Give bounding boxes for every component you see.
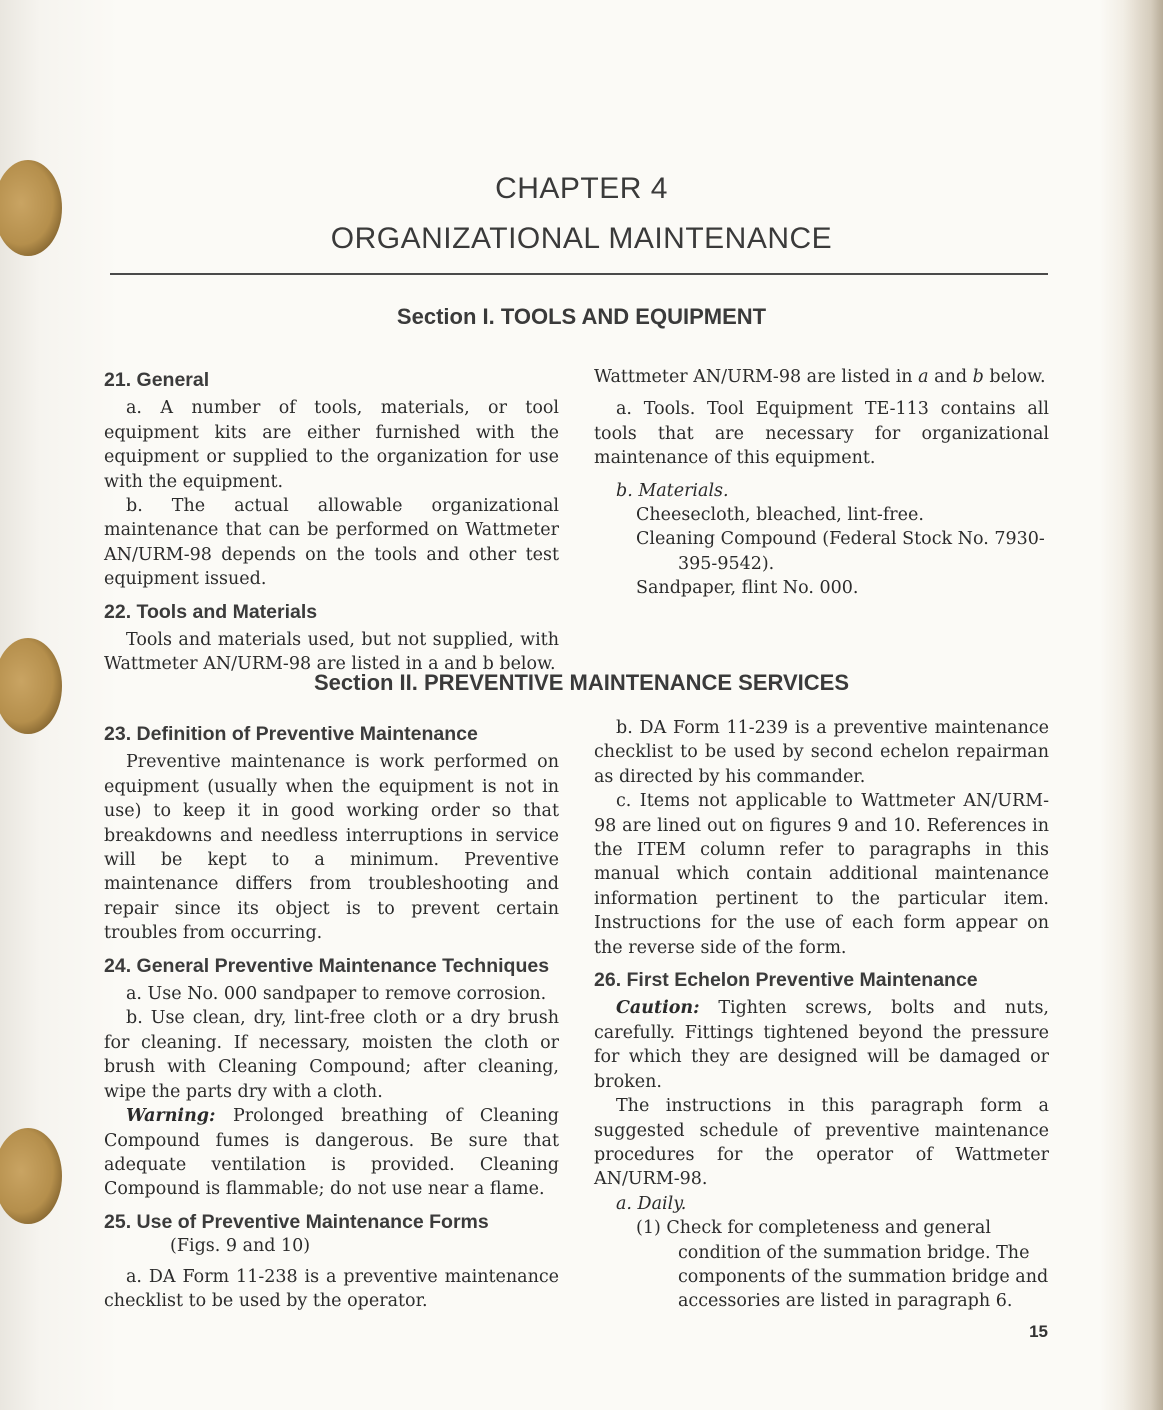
para-22-intro-continued: Wattmeter AN/URM-98 are listed in a and b below. (594, 367, 1046, 387)
section-1-right-column (594, 365, 1049, 601)
para-25-a: a. DA Form 11-238 is a preventive maintenance checklist to be used by the operator. (104, 1266, 559, 1311)
section-1-heading: Section I. TOOLS AND EQUIPMENT (396, 304, 767, 329)
material-item: Sandpaper, flint No. 000. (636, 578, 859, 599)
warning-label: Warning: (126, 1106, 216, 1127)
para-22-b-label: b. Materials. (616, 480, 729, 501)
para-24-a: a. Use No. 000 sandpaper to remove corrosion. (126, 984, 547, 1005)
chapter-title: ORGANIZATIONAL MAINTENANCE (330, 222, 833, 255)
caution-text: Tighten screws, bolts and nuts, carefully. Fittings tightened beyond the pressure for which they are designed will be damaged or broken. (594, 998, 1049, 1092)
para-24-warning (104, 1104, 559, 1202)
warning-text: Prolonged breathing of Cleaning Compound fumes is dangerous. Be sure that adequate ventilation is provided. Cleaning Compound is flammable; do not use near a flame. (104, 1106, 559, 1200)
para-22-heading: 22. Tools and Materials (104, 600, 318, 623)
para-22-a: a. Tools. Tool Equipment TE-113 contains all tools that are necessary for organizational maintenance of this equipment. (594, 399, 1049, 469)
para-26-a-label: a. Daily. (616, 1193, 687, 1214)
section-2-left-column (104, 716, 559, 1313)
section-1-left-column (104, 362, 559, 675)
para-25-c: c. Items not applicable to Wattmeter AN/URM-98 are lined out on figures 9 and 10. References in the ITEM column refer to paragraphs in this manual which contain additional maintenance information pertinent to the particular item. Instructions for the use of each form appear on the reverse side of the form. (594, 791, 1049, 958)
para-26-intro: The instructions in this paragraph form a suggested schedule of preventive maintenance procedures for the operator of Wattmeter AN/URM-98. (594, 1096, 1049, 1190)
para-23-heading: 23. Definition of Preventive Maintenance (104, 723, 478, 745)
caution-label: Caution: (616, 998, 700, 1019)
page-edge (1123, 0, 1163, 1410)
para-25-heading: 25. Use of Preventive Maintenance Forms (104, 1210, 489, 1233)
para-24-heading: 24. General Preventive Maintenance Techniques (104, 954, 550, 977)
para-23-body: Preventive maintenance is work performed on equipment (usually when the equipment is not in use) to keep it in good working order so that breakdowns and needless interruptions in service will be kept to a minimum. Preventive maintenance differs from troubleshooting and repair since its object is to prevent certain troubles from occurring. (104, 752, 559, 944)
section-2-heading: Section II. PREVENTIVE MAINTENANCE SERVICES (313, 670, 850, 695)
para-26-heading: 26. First Echelon Preventive Maintenance (594, 969, 978, 992)
chapter-number: CHAPTER 4 (495, 172, 668, 205)
section-2-right-column (594, 716, 1049, 1314)
para-21-b: b. The actual allowable organizational maintenance that can be performed on Wattmeter AN/URM-98 depends on the tools and other test equipment issued. (104, 496, 559, 590)
title-rule (110, 273, 1048, 275)
material-item: Cheesecloth, bleached, lint-free. (636, 505, 924, 526)
material-item: Cleaning Compound (Federal Stock No. 7930-395-9542). (636, 529, 1045, 574)
para-26-caution (594, 996, 1049, 1094)
para-26-item-1: (1) Check for completeness and general condition of the summation bridge. The components of the summation bridge and accessories are listed in paragraph 6. (636, 1218, 1049, 1312)
para-25-figs: (Figs. 9 and 10) (170, 1236, 311, 1257)
binder-hole (0, 1128, 62, 1224)
page-number: 15 (1029, 1322, 1048, 1341)
para-25-b: b. DA Form 11-239 is a preventive maintenance checklist to be used by second echelon repairman as directed by his commander. (594, 718, 1049, 787)
para-22-intro: Tools and materials used, but not supplied, with Wattmeter AN/URM-98 are listed in a and b below. (104, 630, 559, 675)
para-24-b: b. Use clean, dry, lint-free cloth or a dry brush for cleaning. If necessary, moisten the cloth or brush with Cleaning Compound; after cleaning, wipe the parts dry with a cloth. (104, 1008, 559, 1102)
para-21-a: a. A number of tools, materials, or tool equipment kits are either furnished with the equipment or supplied to the organization for use with the equipment. (104, 398, 559, 492)
para-21-heading: 21. General (104, 369, 210, 391)
